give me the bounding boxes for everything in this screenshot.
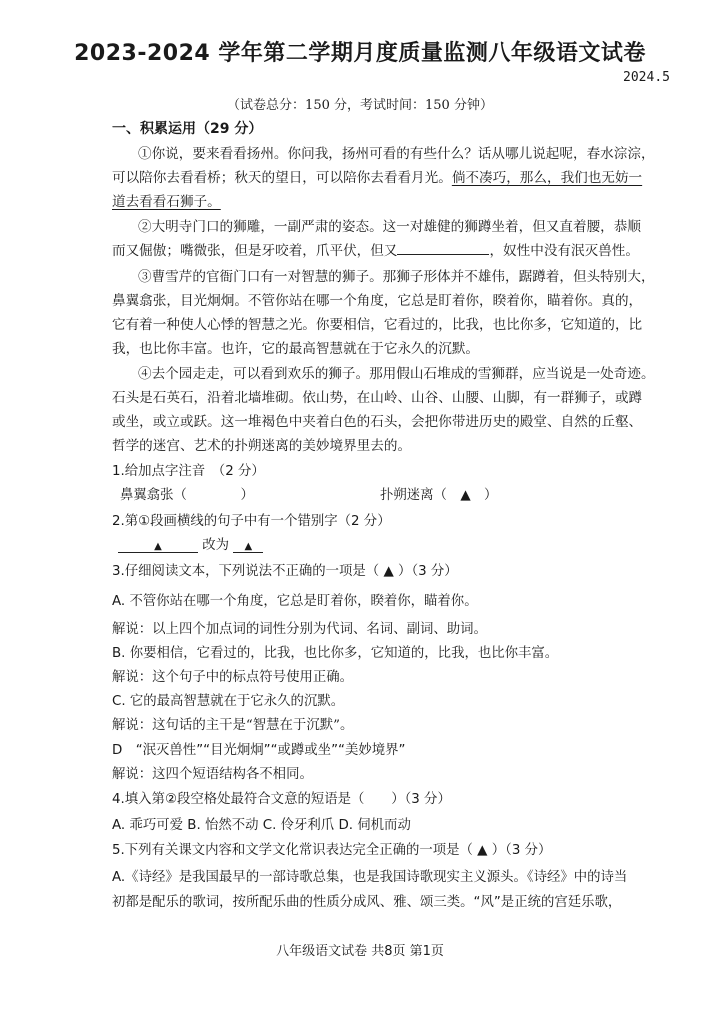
page-footer: 八年级语文试卷 共8页 第1页 [276,944,444,959]
passage-p1-line3: 道去看看石狮子。 [112,194,221,210]
question-3: 3.仔细阅读文本，下列说法不正确的一项是（ ▲ ）（3 分） [112,564,458,579]
question-1-item-b[interactable]: 扑朔迷离（ ▲ ） [380,488,498,503]
question-5-option-a-line2[interactable]: 初都是配乐的歌词，按所配乐曲的性质分成风、雅、颂三类。“风”是正统的宫廷乐歌， [112,895,622,910]
fill-blank[interactable] [397,241,489,255]
section-heading: 一、积累运用（29 分） [112,121,263,137]
exam-date: 2024.5 [623,70,670,85]
question-5: 5.下列有关课文内容和文学文化常识表达完全正确的一项是（ ▲ ）（3 分） [112,843,552,858]
passage-p4-line2: 石头是石英石，沿着北墙堆砌。依山势，在山岭、山谷、山腰、山脚，有一群狮子，或蹲 [112,390,643,406]
question-3-option-a-explanation: 解说：以上四个加点词的词性分别为代词、名词、副词、助词。 [112,622,487,637]
passage-p4-line4: 哲学的迷宫、艺术的扑朔迷离的美妙境界里去的。 [112,438,412,454]
passage-p3-line1: ③曹雪芹的官衙门口有一对智慧的狮子。那狮子形体并不雄伟，踞蹲着，但头特别大， [138,269,655,285]
answer-blank-a[interactable]: ▲ [118,541,198,553]
answer-blank-b[interactable]: ▲ [233,541,263,553]
passage-p1-line2-text: 可以陪你去看看桥；秋天的望日，可以陪你去看看月光。 [112,170,452,186]
question-1-item-a[interactable]: 鼻翼翕张（ ） [120,488,254,503]
question-1: 1.给加点字注音 （2 分） [112,464,265,479]
question-3-option-b-explanation: 解说：这个句子中的标点符号使用正确。 [112,670,354,685]
question-5-option-a-line1[interactable]: A.《诗经》是我国最早的一部诗歌总集，也是我国诗歌现实主义源头。《诗经》中的诗当 [112,870,628,885]
passage-p2-line1: ②大明寺门口的狮雕，一副严肃的姿态。这一对雄健的狮蹲坐着，但又直着腰，恭顺 [138,219,641,235]
question-2-answer[interactable] [118,534,263,553]
passage-p3-line3: 它有着一种使人心悸的智慧之光。你要相信，它看过的，比我，也比你多，它知道的，比 [112,317,643,333]
passage-p3-line4: 我，也比你丰富。也许，它的最高智慧就在于它永久的沉默。 [112,341,480,357]
passage-p1-line1: ①你说，要来看看扬州。你问我，扬州可看的有些什么？话从哪儿说起呢，春水淙淙， [138,146,655,162]
question-4-options[interactable]: A. 乖巧可爱 B. 怡然不动 C. 伶牙利爪 D. 伺机而动 [112,818,411,833]
question-3-option-b[interactable]: B. 你要相信，它看过的，比我，也比你多，它知道的，比我，也比你丰富。 [112,646,559,661]
question-2-mid: 改为 [202,538,230,553]
question-3-option-d[interactable]: D “泯灭兽性”“目光炯炯”“或蹲或坐”“美妙境界” [112,743,406,758]
question-3-option-c[interactable]: C. 它的最高智慧就在于它永久的沉默。 [112,694,345,709]
question-3-option-d-explanation: 解说：这四个短语结构各不相同。 [112,767,313,782]
question-3-option-c-explanation: 解说：这句话的主干是“智慧在于沉默”。 [112,718,354,733]
exam-info: （试卷总分：150 分，考试时间：150 分钟） [227,98,493,113]
passage-p1-line2 [112,166,642,186]
passage-p2-line2b: ，奴性中没有泯灭兽性。 [489,243,639,259]
passage-p3-line2: 鼻翼翕张，目光炯炯。不管你站在哪一个角度，它总是盯着你，睽着你，瞄着你。真的， [112,293,643,309]
passage-p2-line2a: 而又倔傲；嘴微张，但是牙咬着，爪平伏，但又 [112,243,398,259]
exam-title: 2023-2024 学年第二学期月度质量监测八年级语文试卷 [74,41,646,66]
question-2: 2.第①段画横线的句子中有一个错别字（2 分） [112,514,391,529]
passage-p4-line3: 或坐，或立或跃。这一堆褐色中夹着白色的石头，会把你带进历史的殿堂、自然的丘壑、 [112,414,643,430]
passage-p2-line2 [112,239,639,259]
question-3-option-a[interactable]: A. 不管你站在哪一个角度，它总是盯着你，睽着你，瞄着你。 [112,594,478,609]
question-4: 4.填入第②段空格处最符合文意的短语是（ ）（3 分） [112,792,451,807]
passage-p4-line1: ④去个园走走，可以看到欢乐的狮子。那用假山石堆成的雪狮群，应当说是一处奇迹。 [138,366,655,382]
underlined-sentence: 倘不凑巧，那么，我们也无妨一 [451,170,643,186]
